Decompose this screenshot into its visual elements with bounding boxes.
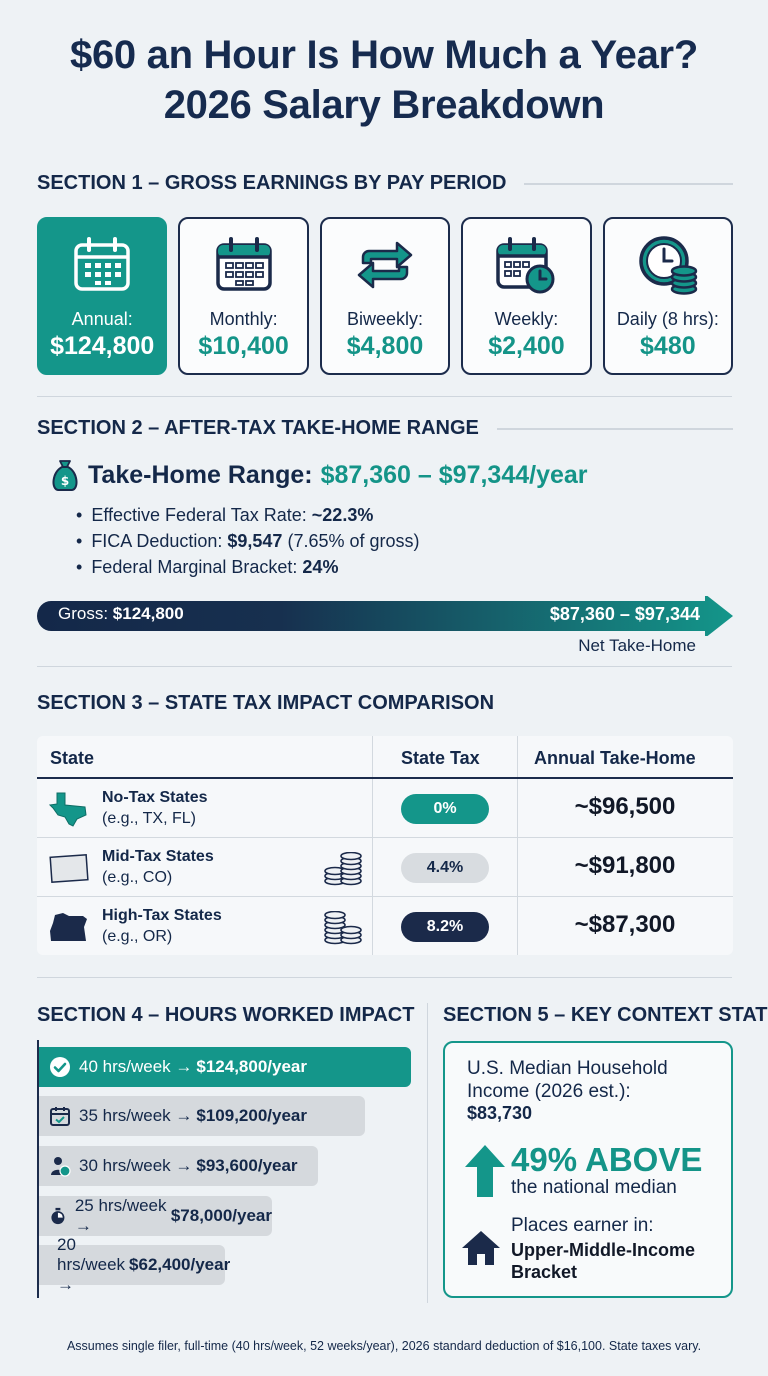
state-tax-pill: 0%	[401, 794, 489, 824]
title-line-1: $60 an Hour Is How Much a Year?	[70, 33, 698, 77]
state-tax-pill: 8.2%	[401, 912, 489, 942]
hours-bar-25: 25 hrs/week → $78,000/year	[39, 1196, 272, 1236]
pay-period-cards	[37, 217, 733, 375]
up-arrow-icon	[465, 1145, 505, 1197]
card-value: $480	[640, 332, 696, 360]
table-row	[37, 838, 733, 897]
house-icon	[461, 1229, 501, 1267]
state-name: Mid-Tax States	[102, 848, 214, 865]
table-row	[37, 897, 733, 956]
card-biweekly[interactable]	[320, 217, 450, 375]
section-divider	[37, 666, 732, 667]
net-range-value: $87,360 – $97,344	[549, 604, 700, 624]
section-divider	[37, 396, 732, 397]
card-label: Daily (8 hrs):	[616, 309, 719, 329]
gross-label: Gross: $124,800	[58, 604, 184, 623]
card-label: Annual:	[71, 309, 133, 329]
clock-coins-icon	[636, 233, 700, 297]
section-rule	[497, 428, 733, 430]
svg-text:$: $	[60, 474, 70, 488]
section-divider	[37, 977, 732, 978]
state-example: (e.g., TX, FL)	[102, 810, 196, 827]
section-1-heading: SECTION 1 – GROSS EARNINGS BY PAY PERIOD	[37, 172, 733, 195]
card-label: Monthly:	[209, 309, 278, 329]
bullet-effective-rate: • Effective Federal Tax Rate: ~22.3%	[76, 502, 420, 528]
coin-stack-icon	[323, 852, 363, 886]
state-name: No-Tax States	[102, 789, 208, 806]
card-value: $4,800	[346, 332, 424, 360]
texas-map-icon	[49, 791, 89, 827]
tax-bullets	[76, 502, 420, 580]
state-takehome: ~$91,800	[574, 852, 676, 879]
card-label: Biweekly:	[347, 309, 424, 329]
context-stat-box	[443, 1041, 733, 1298]
bullet-fica: • FICA Deduction: $9,547 (7.65% of gross)	[76, 528, 420, 554]
hours-bar-30: 30 hrs/week → $93,600/year	[39, 1146, 318, 1186]
money-bag-icon	[50, 458, 80, 492]
median-label: U.S. Median Household Income (2026 est.):	[467, 1058, 668, 1102]
page-title	[0, 30, 768, 130]
footnote: Assumes single filer, full-time (40 hrs/week, 52 weeks/year), 2026 standard deduction of $16,100. State taxes vary.	[66, 1339, 702, 1353]
state-name: High-Tax States	[102, 907, 222, 924]
takehome-value: $87,360 – $97,344/year	[320, 460, 588, 489]
above-median-stat: 49% ABOVE	[511, 1141, 703, 1178]
section-5-heading: SECTION 5 – KEY CONTEXT STAT	[443, 1004, 768, 1026]
card-value: $2,400	[488, 332, 565, 360]
net-takehome-caption: Net Take-Home	[578, 636, 696, 655]
state-takehome: ~$96,500	[574, 793, 676, 820]
check-circle-icon	[49, 1056, 71, 1078]
hours-bar-40: 40 hrs/week → $124,800/year	[39, 1047, 411, 1087]
card-annual[interactable]	[37, 217, 167, 375]
table-header	[37, 736, 733, 779]
bullet-marginal: • Federal Marginal Bracket: 24%	[76, 554, 420, 580]
card-monthly[interactable]	[178, 217, 308, 375]
table-row	[37, 779, 733, 838]
calendar-clock-icon	[494, 233, 558, 297]
coin-stack-icon	[323, 911, 363, 945]
median-value: $83,730	[467, 1103, 533, 1123]
col-state-tax: State Tax	[401, 748, 480, 768]
card-weekly[interactable]	[461, 217, 591, 375]
hours-bar-35: 35 hrs/week → $109,200/year	[39, 1096, 365, 1136]
title-line-2: 2026 Salary Breakdown	[163, 83, 605, 127]
section-3-heading: SECTION 3 – STATE TAX IMPACT COMPARISON	[37, 692, 495, 714]
state-takehome: ~$87,300	[574, 911, 676, 938]
income-bracket: Upper-Middle-Income Bracket	[511, 1240, 696, 1282]
card-label: Weekly:	[494, 309, 559, 329]
calendar-check-icon	[49, 1105, 71, 1127]
card-value: $124,800	[50, 332, 155, 360]
col-annual-takehome: Annual Take-Home	[534, 748, 696, 768]
state-example: (e.g., OR)	[102, 928, 173, 945]
state-example: (e.g., CO)	[102, 869, 173, 886]
card-value: $10,400	[198, 332, 289, 360]
hours-bar-20: 20 hrs/week → $62,400/year	[39, 1245, 225, 1285]
section-4-heading: SECTION 4 – HOURS WORKED IMPACT	[37, 1004, 415, 1026]
takehome-label: Take-Home Range:	[88, 460, 313, 489]
section-2-heading: SECTION 2 – AFTER-TAX TAKE-HOME RANGE	[37, 417, 733, 440]
colorado-map-icon	[49, 850, 89, 886]
calendar-icon	[70, 233, 134, 297]
col-state: State	[50, 748, 95, 768]
person-clock-icon	[49, 1155, 71, 1177]
takehome-range	[50, 458, 588, 492]
column-divider	[427, 1003, 428, 1303]
state-tax-table	[37, 736, 733, 955]
oregon-map-icon	[49, 909, 89, 945]
section-rule	[524, 183, 733, 185]
places-label: Places earner in:	[511, 1215, 654, 1236]
state-tax-pill: 4.4%	[401, 853, 489, 883]
repeat-arrows-icon	[353, 233, 417, 297]
calendar-icon	[212, 233, 276, 297]
card-daily[interactable]	[603, 217, 733, 375]
stopwatch-icon	[49, 1205, 67, 1227]
above-median-caption: the national median	[511, 1177, 677, 1198]
